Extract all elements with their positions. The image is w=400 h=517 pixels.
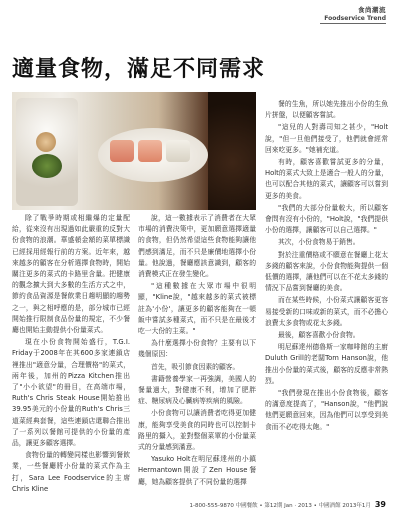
paragraph: "我們的大部分份量較大，所以顧客會問有沒有小份的，"Holt說，"我們提供小份的選擇，讓顧客可以自己選擇。"	[265, 203, 388, 235]
footer-info: 1-800-555-9870 中國餐飲 • 第12期 Jan · 2013 • 中國酒館 2013年1月	[189, 503, 371, 509]
sushi-piece	[110, 140, 134, 162]
section-header	[324, 5, 386, 22]
paragraph: 除了戰爭時期或相繼爆的定量配給，從來沒有出現過如此嚴重的反對大份食物的浪潮。華盛頓金額的菜單標識已經採用經報行前的方案。近年來，越來越多的顧客在分析選擇食物時，開始關注更多的菜式的卡路里含量。把健康的觀念擴大到大多數的生活方式之中，節約食品資源是餐飲業日趨明顯的趨勢之一，與之相呼應的是，部分城市已經開始推行限制食品份量的規定，不少餐廳也開始主動提供小份量菜式。	[12, 214, 130, 335]
paragraph: 首先，吸引節食因素的顧客。	[151, 362, 240, 371]
paragraph: "這種數據在大眾市場中很明顯，"Kline說，"越來越多的菜式被標註為'小份'，讓更多的顧客能夠在一頓飯中嘗試多種菜式，而不只是在最後才吃一大份的主菜。"	[138, 282, 256, 336]
paragraph: 為什麼選擇小份食物？主要有以下幾個原因：	[138, 339, 256, 359]
paragraph: 明尼蘇達州德魯斯一家咖啡館的主廚Duluth Grill的老闆Tom Hanson說，他推出小份量的菜式後，顧客的反應非常熱烈。	[265, 343, 388, 385]
paragraph: 而在某些時候，小份菜式讓顧客更容易接受新的口味或新的菜式，而不必擔心浪費太多食物或花太多錢。	[265, 296, 388, 327]
page-footer	[0, 500, 386, 509]
paragraph: 有時，顧客喜歡嘗試更多的分量，Holt的菜式大致上是適合一般人的分量，也可以配合其他的菜式，讓顧客可以嘗到更多的美食。	[265, 158, 388, 200]
paragraph: 現在小份食物開始盛行，T.G.I. Friday于2008年在其600多家連鎖店裡推出"適意分量，合理價格"的菜式，兩年後，加州的Pizza Kitchen推出了"小小欲望"的冊目，在高端市場，Ruth's Chris Steak House開始推出39.95美元的小份量的Ruth's Chris三道菜經典套餐，這些連鎖店還聯合推出了一系列以餐館可提供的小份量的產品，讓更多顧客選擇。	[12, 338, 130, 448]
sushi-piece	[138, 140, 162, 162]
paragraph: "我們發現在推出小份食物後，顧客的滿意度提高了，"Hanson說，"他們說他們更願意回來，因為他們可以享受到美食而不必吃得太飽。"	[265, 389, 388, 431]
dessert-topping	[36, 132, 56, 152]
paragraph: 其次，小份食物易于銷售。	[278, 238, 360, 247]
article-column-3	[265, 99, 388, 434]
paragraph: 餐的生魚，所以她先推出小份的生魚片拼盤，以便顧客嘗試。	[265, 100, 388, 120]
food-photo	[12, 92, 256, 210]
paragraph: 對於注重價格或不願意在餐廳上花太多錢的顧客來說，小份食物能夠提供一個低價的選擇，讓他們可以在不花太多錢的情況下品嘗到餐廳的美食。	[265, 250, 388, 293]
page-number: 39	[374, 500, 386, 509]
paragraph: 說，這一數據表示了消費者在大眾市場的消費決策中，更加願意選擇適量的食物，但仍然希望這些食物能夠讓他們感到滿足，而不只是廉價地選擇小份量。他說過，餐廳應該意識到，顧客的消費模式正在發生變化。	[138, 214, 256, 279]
article-headline: 適量食物，滿足不同需求	[12, 56, 266, 82]
article-column-2	[138, 213, 256, 489]
paragraph: 食物份量的轉變同樣也影響到餐飲業，一些餐廳將小份量的菜式作為主打，Sara Lee Foodservice的主席Chris Kline	[12, 451, 130, 493]
paragraph: "這兒的人對壽司知之甚少，"Holt說，"但一旦他們接受了，他們就會經常回來吃更多。"她補充道。	[265, 123, 388, 154]
paragraph: 小份食物可以讓消費者吃得更加健康，能夠享受美食的同時也可以控制卡路里的攝入，並對整個菜單的小份量菜式的分量感到滿意。	[138, 409, 256, 452]
paragraph: Yasuko Holt在明尼蘇達州的小鎮Hermantown開設了Zen House餐廳，她為顧客提供了不同份量的選擇	[138, 455, 256, 486]
paragraph: 書籍營養學家一再強調，美國人的餐量過大，對健康不利，增加了肥胖症、糖尿病及心臟病等疾病的風險。	[138, 374, 256, 406]
header-rule	[320, 23, 386, 24]
section-title-zh: 食尚潮流	[358, 6, 386, 14]
dessert-garnish	[32, 154, 62, 178]
sushi-piece	[166, 140, 190, 162]
article-column-1	[12, 213, 130, 496]
dessert-glass	[16, 98, 78, 206]
section-title-en: Foodservice Trend	[324, 15, 386, 22]
dark-dish	[208, 92, 256, 210]
paragraph: 最後，顧客喜歡小份食物。	[278, 331, 360, 340]
